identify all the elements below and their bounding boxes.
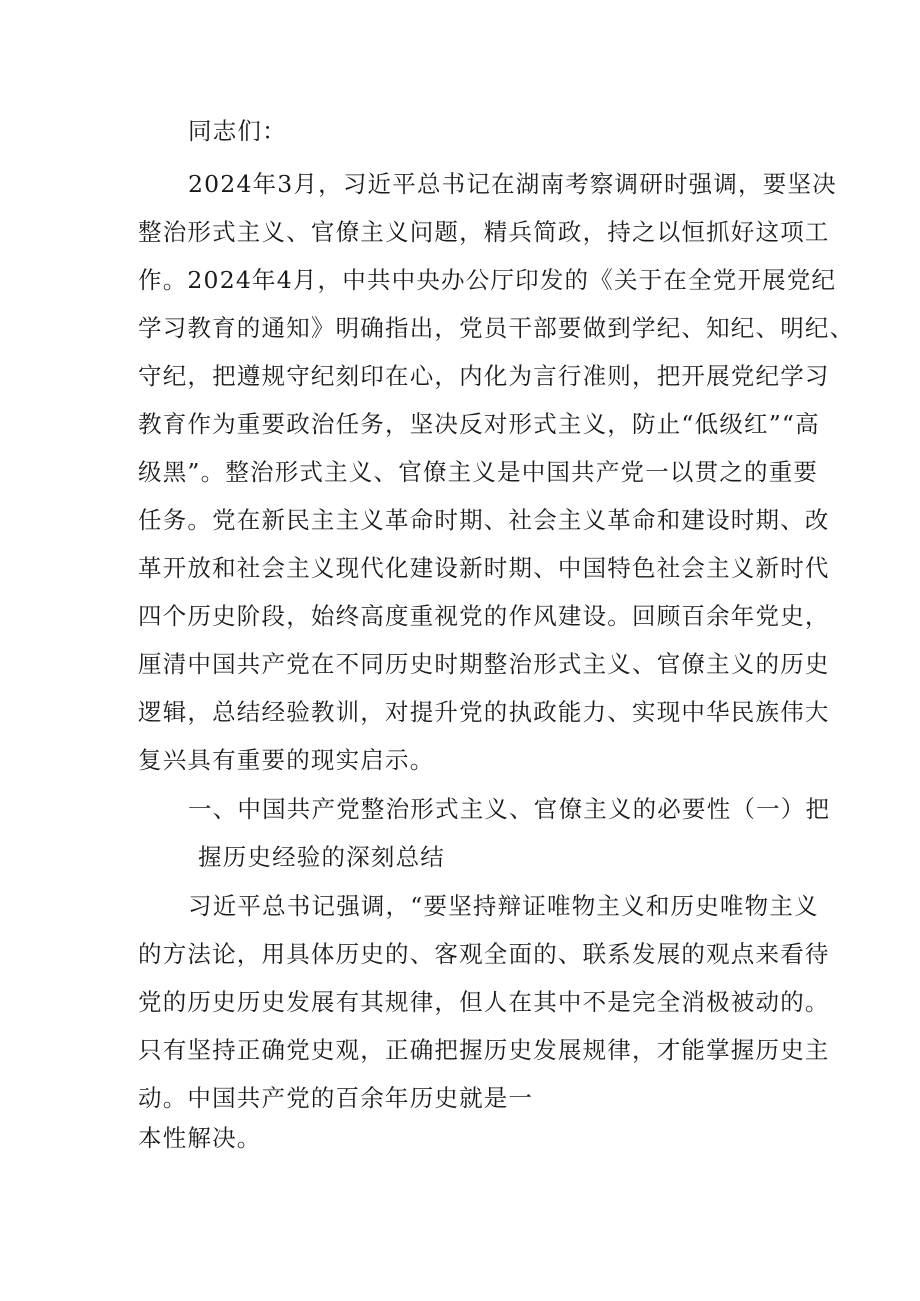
paragraph-line: 厘清中国共产党在不同历史时期整治形式主义、官僚主义的历史 <box>138 650 830 678</box>
paragraph-line: 整治形式主义、官僚主义问题，精兵简政，持之以恒抓好这项工 <box>138 218 830 246</box>
paragraph-line: 本性解决。 <box>138 1124 262 1152</box>
paragraph-line: 的方法论，用具体历史的、客观全面的、联系发展的观点来看待 <box>138 940 830 968</box>
paragraph-line: 党的历史历史发展有其规律，但人在其中不是完全消极被动的。 <box>138 988 830 1016</box>
paragraph-line: 逻辑，总结经验教训，对提升党的执政能力、实现中华民族伟大 <box>138 698 830 726</box>
paragraph-line: 作。2024年4月，中共中央办公厅印发的《关于在全党开展党纪 <box>138 266 837 294</box>
paragraph-line: 习近平总书记强调，“要坚持辩证唯物主义和历史唯物主义 <box>188 892 819 920</box>
heading-line: 一、中国共产党整治形式主义、官僚主义的必要性（一）把 <box>188 795 831 823</box>
heading-line: 握历史经验的深刻总结 <box>198 843 445 871</box>
paragraph-line: 级黑”。整治形式主义、官僚主义是中国共产党一以贯之的重要 <box>138 458 819 486</box>
greeting: 同志们： <box>188 117 287 145</box>
paragraph-line: 2024年3月，习近平总书记在湖南考察调研时强调，要坚决 <box>188 170 837 198</box>
paragraph-line: 四个历史阶段，始终高度重视党的作风建设。回顾百余年党史， <box>138 602 830 630</box>
paragraph-line: 革开放和社会主义现代化建设新时期、中国特色社会主义新时代 <box>138 554 830 582</box>
paragraph-line: 教育作为重要政治任务，坚决反对形式主义，防止“低级红”“高 <box>138 410 820 438</box>
paragraph-line: 动。中国共产党的百余年历史就是一 <box>138 1084 534 1112</box>
paragraph-line: 任务。党在新民主主义革命时期、社会主义革命和建设时期、改 <box>138 506 830 534</box>
paragraph-line: 学习教育的通知》明确指出，党员干部要做到学纪、知纪、明纪、 <box>138 314 855 342</box>
paragraph-line: 只有坚持正确党史观，正确把握历史发展规律，才能掌握历史主 <box>138 1036 830 1064</box>
paragraph-line: 复兴具有重要的现实启示。 <box>138 746 435 774</box>
paragraph-line: 守纪，把遵规守纪刻印在心，内化为言行准则，把开展党纪学习 <box>138 362 830 390</box>
